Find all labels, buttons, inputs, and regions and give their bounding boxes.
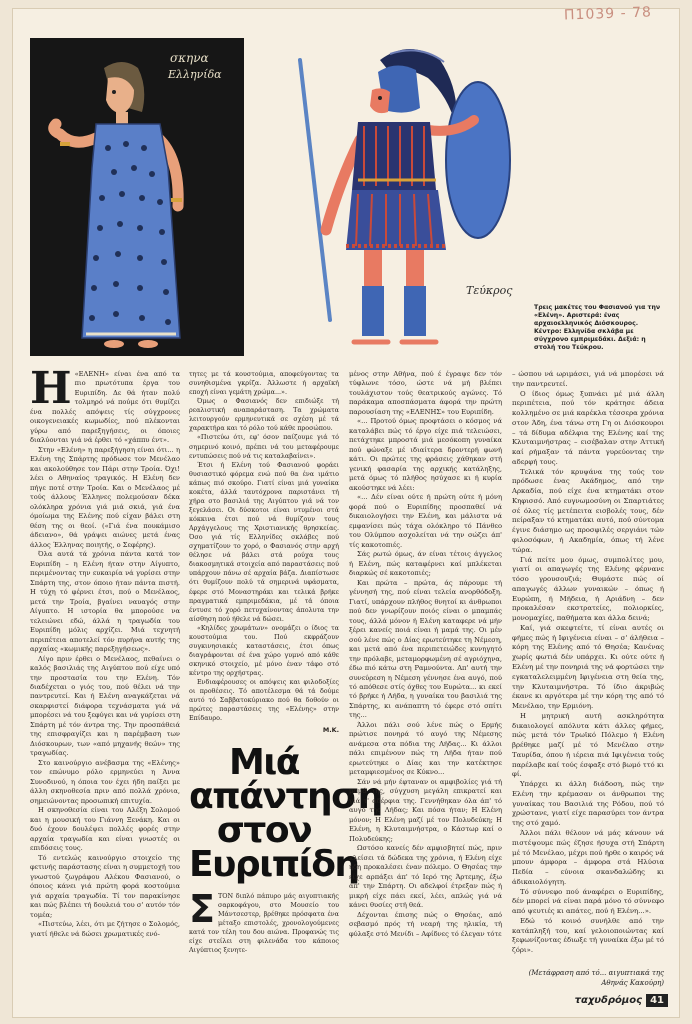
page-footer — [512, 994, 668, 1007]
column-3 — [349, 370, 502, 939]
article-title: Μιά απάντηση στον Ευριπίδη — [189, 741, 382, 885]
c1-p4: Λίγο πριν έρθει ο Μενέλαος, πεθαίνει ο καλός βασιλιάς της Αιγύπτου πού είχε υπό την προστασία του την Ελένη. Τόν διαδέχεται ο γιός του, πού θέλει νά την παντρευτεί. Και ή Ελένη αναγκάζεται νά σκαρφιστεί διάφορα τεχνάσματα γιά νά μπορέσει νά του ξεφύγει και νά γυρίσει στη Σπάρτη μέ τόν άντρα της. Την προσπάθειά της επισφραγίζει και η παρέμβαση των Διόσκουρων, των «από μηχανής θεών» της τραγωδίας. — [30, 654, 180, 758]
c4-p3: Τελικά τόν κρυψάνα της τούς τον πρόδωσε ένας Ακάδημος, από την Αρκαδία, πού είχε ένα κτηματάκι στον Κηφισσό. Από ευγνωμοσύνη οι Σπαρτιάτες σέ όλες τίς μετέπειτα εισβολές τους, δέν πείραξαν τό κτηματάκι αυτό, πού σύντομα έγινε διάσημο ως προσφιλές σεργιάνι τών φιλοσόφων, ή Ακαδημία, όπως τή λένε τώρα. — [512, 467, 664, 554]
dropcap-sigma: Σ — [189, 886, 215, 931]
figure-caption: Τρεις μακέτες του Φασιανού για την «Ελένη». Αριστερά: ένας αρχαιοελληνικός Διόσκουρος. Κέντρο: Ελληνίδα σκλάβα με σύγχρονο εμπριμεδάκι. Δεξιά: η στολή του Τεύκρου. — [534, 304, 661, 351]
magazine-name: ταχυδρόμος — [574, 995, 643, 1006]
c3-p7: Σάν νά μήν έφταναν οι αμφιβολίες γιά τή μαμά της, σύγχυση μεγάλη επικρατεί και γιά τ' αδέρφια της. Γεννήθηκαν όλα άπ' τό αυγό της Λήδας; Και πόσα ήταν; Η Ελένη μόνον; Η Ελένη μαζί μέ τον Πολυδεύκη; Η Ελένη, η Κλυταιμνήστρα, ο Κάστωρ καί ο Πολυδεύκης; — [349, 777, 502, 843]
c4-p2: Ο ίδιος όμως ξυπνάει μέ μιά άλλη περιπέτεια, πού τόν κράτησε άδεια κολλημένο σε μιά καρέκλα τέσσερα χρόνια στον Άδη, ένα τάνω στη Γη οι Διόσκουροι – τά δίδυμα αδέλφια της Ελένης καί της Κλυταιμνήστρας – εισέβαλαν στην Αττική καί ρήμαξαν τά πάντα γυρεύοντας την αδερφή τους. — [512, 389, 664, 466]
column-4 — [512, 370, 664, 956]
c3-p3: «... Δέν είναι ούτε ή πρώτη ούτε ή μόνη φορά πού ο Ευριπίδης προσπαθεί νά δικαιολογήσει την Ελένη, και μάλιστα νά εμφανίσει πώς τάχα ολόκληρο τό Πάνθεο του Ολύμπου ασχολείται νά την σώζει άπ' τίς κακοτοπιές. — [349, 493, 502, 549]
teucer-note: Τεύκρος — [466, 284, 513, 297]
c1-p3: Όλα αυτά τά χρόνια πάντα κατά τον Ευριπίδη – η Ελένη ήταν στην Αίγυπτο, περιμένοντας την ευκαιρία νά γυρίσει στην Σπάρτη της, στον όποιο ήταν πάντα πιστή. Η τύχη τό φέρνει έτσι, πού ο Μενέλαος, μετά την Τροία, βγαίνει ναυαγός στην Αίγυπτο. Η ιστορία θα μπορούσε να τελειώνει εδώ, άλλά η τραγωδία του Ευριπίδη μόλις αρχίζει. Μιά τεχνητή περιπέτεια αποτελεί τόν πυρήνα αυτής της αρχαίας «κωμικής παρεξηγήσεως». — [30, 550, 180, 654]
slave-note-line1: σκηνα — [170, 51, 209, 65]
c4-p7: Υπάρχει κι άλλη διάδοση, πώς την Ελένη την κρέμασαν οι άνθρωποι της γυναίκας του Βασιλιά της Ρόδου, πού τό χρώστανε, γιατί είχε παρασύρει τον άντρα της στό χαμό. — [512, 780, 664, 828]
translation-credit: (Μετάφραση από τό... αιγυπτιακά της Αθηνάς Κακούρη) — [528, 969, 664, 987]
c2-p3: «Πιστεύω ότι, εφ' όσον παίζουμε γιά τό σημερινό κοινό, πρέπει νά του μεταφέρουμε εντυπώσεις πού νά τις καταλαβαίνει». — [189, 433, 339, 460]
c4-p6: Η μητρική αυτή ασκληρότητα δικαιολογεί απόλυτα κάτι άλλες φήμες, πώς μετά τόν Τρωϊκό Πόλεμο ή Ελένη βρέθηκε μαζί μέ τό Μενέλαο στην Ταυρίδα, όπου ή ιέρεια πιά Ιφιγένεια τούς παρέλαβε καί τούς έσφαξε στό βωμό ττό κι φί. — [512, 711, 664, 779]
c1-p5: Στο καινούργιο ανέβασμα της «Ελένης» τον επώνυμο ρόλο ερμηνεύει η Άννα Συνοδινού, η όποια τον έχει ήδη παίξει με άλλη σκηνοθεσία πριν από πολλά χρόνια, σημειώνοντας προσωπική επιτυχία. — [30, 758, 180, 805]
c2-p1: τητες με τά κουστούμια, αποφεύγοντας τα συνηθισμένα γκρίζα. Άλλωστε ή αρχαϊκή εποχή είναι γεμάτη χρώμα...». — [189, 370, 339, 397]
c2-p4: Έτσι ή Ελένη τού Φασιανού φοράει θυσιαστικό φόρεμα ενώ πού θα ένα ιμάτιο κάπως πιό σκούρο. Γιατί είναι μιά γυναίκα κοκέτα, άλλά ταυτόχρονα παριστάνει τή χήρα στο βασιλιά της Αιγύπτου γιά νά τον ξεγελάσει. Οι δύσκοτοι είναι ντυμένοι στά κόκκινα έτσι πού νά θυμίζουν τους Αρχάγγελους της Χριστιανικής θρησκείας. Όσο γιά τίς Ελληνίδες σκλάβες πού σχηματίζουν το χορό, ο Φασιανός στην αρχή θέλησε νά βάλει στά ρούχα τους διακοσμητικά στοιχεία από παραστάσεις πού υπάρχουν πάνω σέ αρχαία βάζα. Διαπίστωσε ότι θυμίζουν πολύ τά σημερινά υφάσματα, έφερε στό Μοναστηράκι και τελικά βρήκε πραγματικά εμπριμεδάκια, μέ τά όποια έντυσε τό χορό πετυχαίνοντας άπολυτα την αίσθηση πού ήθελε νά δώσει. — [189, 460, 339, 623]
archive-mark: Π1039 - 78 — [563, 4, 653, 24]
illustration-slave-woman — [30, 38, 244, 356]
c3-p4: Σάς ρωτώ όμως, άν είναι τέτοις άγγελος ή Ελένη, πώς καταφέρνει καί μπλέκεται διαρκώς σέ κακοτοπιές; — [349, 550, 502, 578]
c1-p1: «ΕΛΕΝΗ» είναι ένα από τα πιο πρωτότυπα έργα του Ευριπίδη. Δε θά ήταν πολύ τολμηρό νά πούμε ότι θυμίζει ένα πολλές απόψεις τίς σύγχρονες οικογενειακές κωμωδίες, πού πλέκονται γύρω από παρεξηγήσεις, οι όποιες διαλύονται γιά νά έρθει τό «χάππυ έντ». — [30, 370, 180, 445]
slave-woman-drawing — [30, 38, 244, 356]
c3-p1: μένος στην Αθήνα, πού έ έγραψε δεν τόν τύφλωνε τόσο, ώστε νά μή βλέπει τουλάχιστον τούς θεατρικούς αγώνες. Τό παράκαμα αποσπάσματα άφορά την πρώτη παρουσίαση της «ΕΛΕΝΗΣ» του Ευριπίδη. — [349, 370, 502, 416]
c1-p7: Τό εντελώς καινούργιο στοιχείο της φετινής παράστασης είναι η συμμετοχή του γνωστού ζωγράφου Αλέκου Φασιανού, ο όποιος κάνει γιά πρώτη φορά κοστούμια γιά αρχαία τραγωδία. Τί τον παρακίνησε και πώς βλέπει τή δουλειά του σ' αυτόν τόν τομέα; — [30, 853, 180, 919]
c4-p5: Καί, γιά σκεφτείτε, τί είναι αυτές οι φήμες πώς ή Ιφιγένεια είναι – σ' άλήθεια – κόρη της Ελένης από τό Θησέα; Κανένας χωρίς φωτιά δέν υπάρχει. Κι ούτε ούτε ή Ελένη μέ την πονηριά της νά φορτώσει την εγκαταλελειμμένη Ιφιγένεια στη θεία της, την Κλυταιμνήστρα. Τό ίδιο άκριβώς έκανε κι αργότερα μέ την κόρη της από τό Μενέλαο, την Ερμιόνη. — [512, 623, 664, 711]
c3-p9: Δέχονται έπισης πώς ο Θησέας, από σεβασμό πρός τή νεαρή της ηλικία, τή φύλαξε στό Μενίδι – Αφίδνες τό έλεγαν τότε — [349, 910, 502, 938]
c4-p8: Άλλοι πάλι θέλουν νά μάς κάνουν νά πιστέψουμε πώς έζησε ήσυχα στή Σπάρτη μέ τό Μενέλαο, μέχρι πού ήρθε ο καιρός νά μπουν άμφορα – άμφορα στά Ηλύσια Πεδία – εύνοια σκανδαλώδης κι άδικαιολόγητη. — [512, 828, 664, 886]
c3-p5: Και πρώτα – πρώτα, άς πάρουμε τή γέννησή της, πού είναι τελεία ανορθόδοξη. Γιατί, υπάρχουν πλήθος θνητοί κι άνθρωποι πού δεν γνωρίζουν ποιός είναι ο μπαμπάς τους, άλλά μόνον ή Ελένη καταφερε νά μήν ξέρει κανείς ποιά είναι ή μαμά της. Οι μέν σού λένε πώς ο Δίας ερωτεύτηκε τη Νέμεση, και μετά από ένα περιπετειώδες κυνηγητό την πρόλαβε, μεταμορφωμένη σέ αγριόχηνα, έδω πιό κάτω στη Ραμνούντα. Απ' αυτή την συνεύρεση η Νέμεση γέννησε ένα αυγό, πού τό απόθεσε στίς όχθες του Ευρώτα... κι εκεί τό βρήκε ή Λήδα, η γυναίκα του βασιλιά της Σπάρτης, κι ανάπαπτη τό έφερε στό σπίτι της... — [349, 578, 502, 720]
c4-p1: – ώσπου νά ωριμάσει, γιά νά μπορέσει νά την παντρευτεί. — [512, 370, 664, 388]
c3-p8: Ωστόσο κανείς δέν αμφισβητεί πώς, πριν κλείσει τά δώδεκα της χρόνια, ή Ελένη είχε ήδη προκαλέσει έναν πόλεμο. Ο Θησέας την είχε αρπάξει άπ' τό Ιερό της Άρτεμης, έξω άπ' την Σπάρτη. Οι αδελφοί έτρεξαν πώς ή μικρή είχε πάει εκεί, λέει, απλώς γιά νά κάνει θυσίες στή θεά. — [349, 844, 502, 910]
page-number: 41 — [646, 994, 668, 1007]
author-signature: Μ.Κ. — [322, 726, 339, 735]
dropcap-eta: Η — [30, 363, 72, 414]
c4-p4: Γιά πείτε μου όμως, συμπολίτες μου, γιατί οι απαγωγές της Ελένης φέρνανε τόσο γρουσουζιά; Θυμάστε πώς οί απαγωγές άλλων γυναικών – όπως ή Ευρώπη, ή Μήδεια, ή Αριάδνη – δεν προκαλέσαν εκστρατείες, πολιορκίες, μονομαχίες, παθήματα και άλλα δεινά; — [512, 555, 664, 623]
c1-p2: Στην «Ελένη» η παρεξήγηση είναι ότι... η Ελένη της Σπάρτης πρόδωσε τον Μενέλαο και ακολούθησε τον Πάρι στην Τροία. Όχι! λέει ο Αθηναίος τραγικός. Η Ελένη δεν πήγε ποτέ στην Τροία. Και ο Μενέλαος μέ τούς άλλους Έλληνες πολεμούσαν δέκα ολόκληρα χρόνια γιά μιά σκιά, γιά ένα όμοίωμα της Ελένης πού είχαν βάλει στη θέση της οι θεοί. («Γιά ένα πουκάμισο άδειανο», θά γράψει αιώνες μετά ένας άλλος Έλληνας ποιητής, ο Σεφέρης). — [30, 445, 180, 549]
c2-p6: Ενδιαφέρουσες οι απόψεις και φιλοδοξίες οι προθέσεις. Τό αποτέλεσμα θά τά δούμε αυτό τό Σαββατοκύριακο πού θα δοθούν οι πρώτες παραστάσεις της «Ελένης» στην Επίδαυρο. — [189, 678, 339, 723]
column-2 — [189, 370, 382, 955]
c2-p2: Όμως ο Φασιανός δεν επιδιώξε τή ρεαλιστική αναπαράσταση. Τα χρώματα λειτουργούν ερμηνευτικά σε σχέση μέ τά χαρακτήρα και τό ρόλο τού κάθε προσώπου. — [189, 397, 339, 433]
column-1 — [30, 363, 180, 939]
c2-lead: ΤΟΝ διπλό πάπυρο μάς αιγυπτιακής σαρκοφάγου, στο Μουσείο του Μάντσεστερ, βρέθηκε πρόσφατα ένα μέταξο επιστολές, χρονολογούμενες κατά τον τέλη του δου αιώνα. Προφανώς τις είχε στείλει στη φιλενάδα του κάποιος Αιγύπτιος ξενητε- — [189, 891, 339, 954]
c4-p10: Εδώ τό κοινό συνήλθε από την κατάπληξή του, καί γελοιοποιώντας καί ξεφωνίζοντας έδιωξε τή γυναίκα έξω μέ τό ζόρι». — [512, 916, 664, 955]
c3-p2: «... Προτού όμως προφτάσει ο κόσμος νά καταλάβει πώς τό έργο είχε πιά τελειώσει, πετάχτηκε μπροστά μιά μεσόκοπη γυναίκα πού φώναξε μέ ιδιαίτερα δροντερή φωνή κάτι. Οι πρώτες της φράσεις χάθηκαν στή γενική φασαρία της αρχικής κατάληξης, μετά όμως τό πλήθος ησύχασε κι ή κυρία ακούστηκε νά λέει: — [349, 417, 502, 492]
c1-p8: «Πιστεύω, λέει, ότι με ζήτησε ο Σολομός, γιατί ήθελε νά δώσει χρωματικές ενό- — [30, 920, 180, 938]
c3-p6: Άλλοι πάλι σού λένε πώς ο Ερμής πρώτισε πονηρά τό αυγό της Νέμεσης ανάμεσα στα πόδια της Λήδας... Κι άλλοι πάλι επιμένουν πώς τη Λήδα ήταν πού ερωτεύτηκε ο Δίας και την κατέκτησε μεταμφιεσμένος σε Κύκνο... — [349, 720, 502, 777]
c2-p5: «Κηλίδες χρωμάτων» ονομάζει ο ίδιος τα κουστούμια του. Πού εκφράζουν συγκινησιακές καταστάσεις, έτσι όπως διαγράφονται σέ ένα χώρο γυμνό από κάθε σκηνικό στοιχείο, μέ μόνο έναν τάφο στό κέντρο της ορχήστρας. — [189, 623, 339, 678]
c4-p9: Τό σύννεφο πού άναφέρει ο Ευριπίδης, δέν μπορεί νά είναι παρά μόνο τό σύννεφο από ψευτιές κι απάτες, πού ή Ελένη...». — [512, 887, 664, 916]
c1-p6: Η σκηνοθεσία είναι του Αλέξη Σολομού και η μουσική του Γιάννη Ξενάκη. Και οι δυό έχουν δουλέψει πολλές φορές στην αρχαία τραγωδία και είναι γνωστές οι επιδόσεις τους. — [30, 806, 180, 853]
slave-note-line2: Ελληνίδα — [168, 68, 222, 81]
